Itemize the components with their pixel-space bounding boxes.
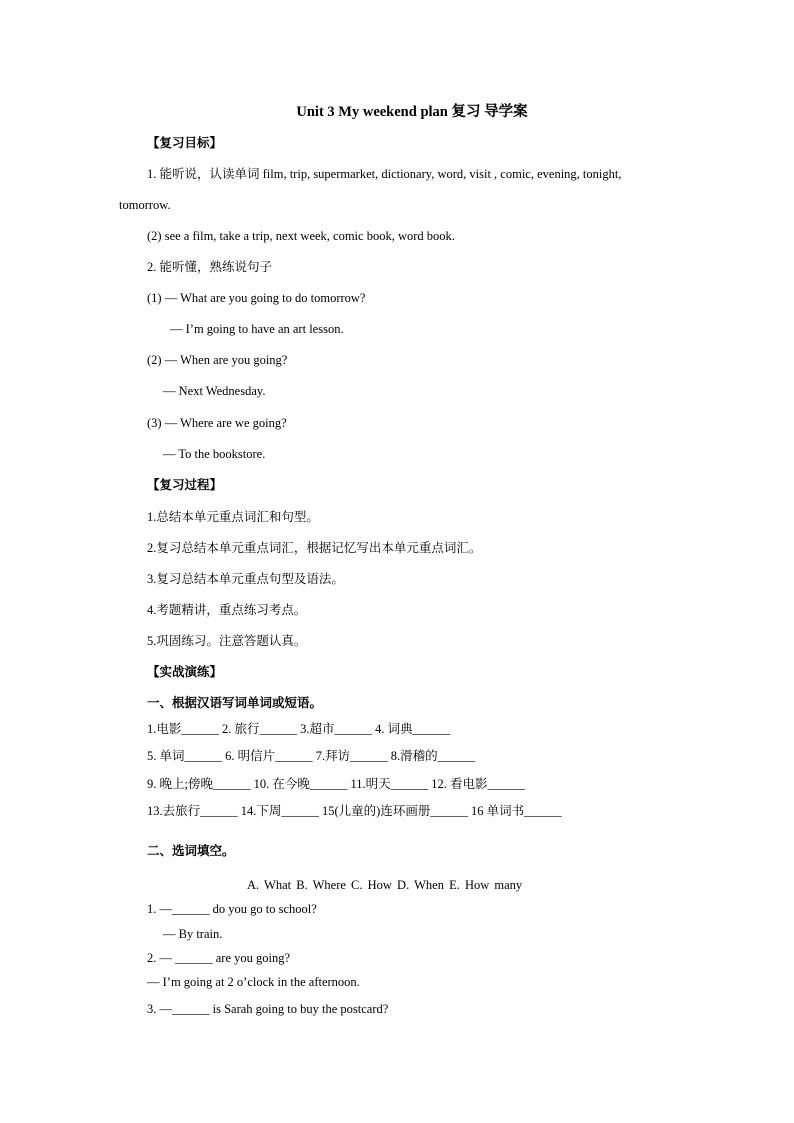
fill-line: 2. — ______ are you going?	[147, 951, 291, 965]
goal-question-3: (3) — Where are we going?	[147, 416, 287, 430]
goal-answer-2: — Next Wednesday.	[163, 384, 266, 398]
process-heading: 【复习过程】	[147, 478, 223, 492]
section-2-title: 二、选词填空。	[147, 844, 235, 858]
fill-line: — By train.	[163, 927, 223, 941]
vocab-row: 1.电影______ 2. 旅行______ 3.超市______ 4. 词典______	[147, 722, 451, 736]
process-step: 3.复习总结本单元重点句型及语法。	[147, 572, 344, 586]
process-step: 4.考题精讲，重点练习考点。	[147, 603, 307, 617]
fill-line: — I’m going at 2 o’clock in the afternoon.	[147, 975, 360, 989]
document-title: Unit 3 My weekend plan 复习 导学案	[296, 104, 528, 120]
process-step: 2.复习总结本单元重点词汇，根据记忆写出本单元重点词汇。	[147, 541, 482, 555]
goal-item-1: 1. 能听说，认读单词 film, trip, supermarket, dictionary, word, visit , comic, evening, tonight,	[147, 167, 622, 181]
process-step: 1.总结本单元重点词汇和句型。	[147, 510, 319, 524]
fill-line: 3. —______ is Sarah going to buy the postcard?	[147, 1002, 389, 1016]
process-step: 5.巩固练习。注意答题认真。	[147, 634, 307, 648]
section-1-title: 一、根据汉语写词单词或短语。	[147, 696, 323, 710]
goal-item-1-continued: tomorrow.	[119, 198, 171, 212]
goal-question-2: (2) — When are you going?	[147, 353, 288, 367]
goal-answer-3: — To the bookstore.	[163, 447, 266, 461]
goals-heading: 【复习目标】	[147, 136, 223, 150]
goal-phrases: (2) see a film, take a trip, next week, comic book, word book.	[147, 229, 455, 243]
practice-heading: 【实战演练】	[147, 665, 223, 679]
goal-item-2: 2. 能听懂，熟练说句子	[147, 260, 273, 274]
word-options: A. What B. Where C. How D. When E. How many	[247, 878, 523, 892]
vocab-row: 13.去旅行______ 14.下周______ 15(儿童的)连环画册______ 16 单词书______	[147, 804, 562, 818]
vocab-row: 9. 晚上;傍晚______ 10. 在今晚______ 11.明天______ 12. 看电影______	[147, 777, 526, 791]
goal-answer-1: — I’m going to have an art lesson.	[170, 322, 344, 336]
goal-question-1: (1) — What are you going to do tomorrow?	[147, 291, 366, 305]
fill-line: 1. —______ do you go to school?	[147, 902, 317, 916]
vocab-row: 5. 单词______ 6. 明信片______ 7.拜访______ 8.滑稽的______	[147, 749, 476, 763]
